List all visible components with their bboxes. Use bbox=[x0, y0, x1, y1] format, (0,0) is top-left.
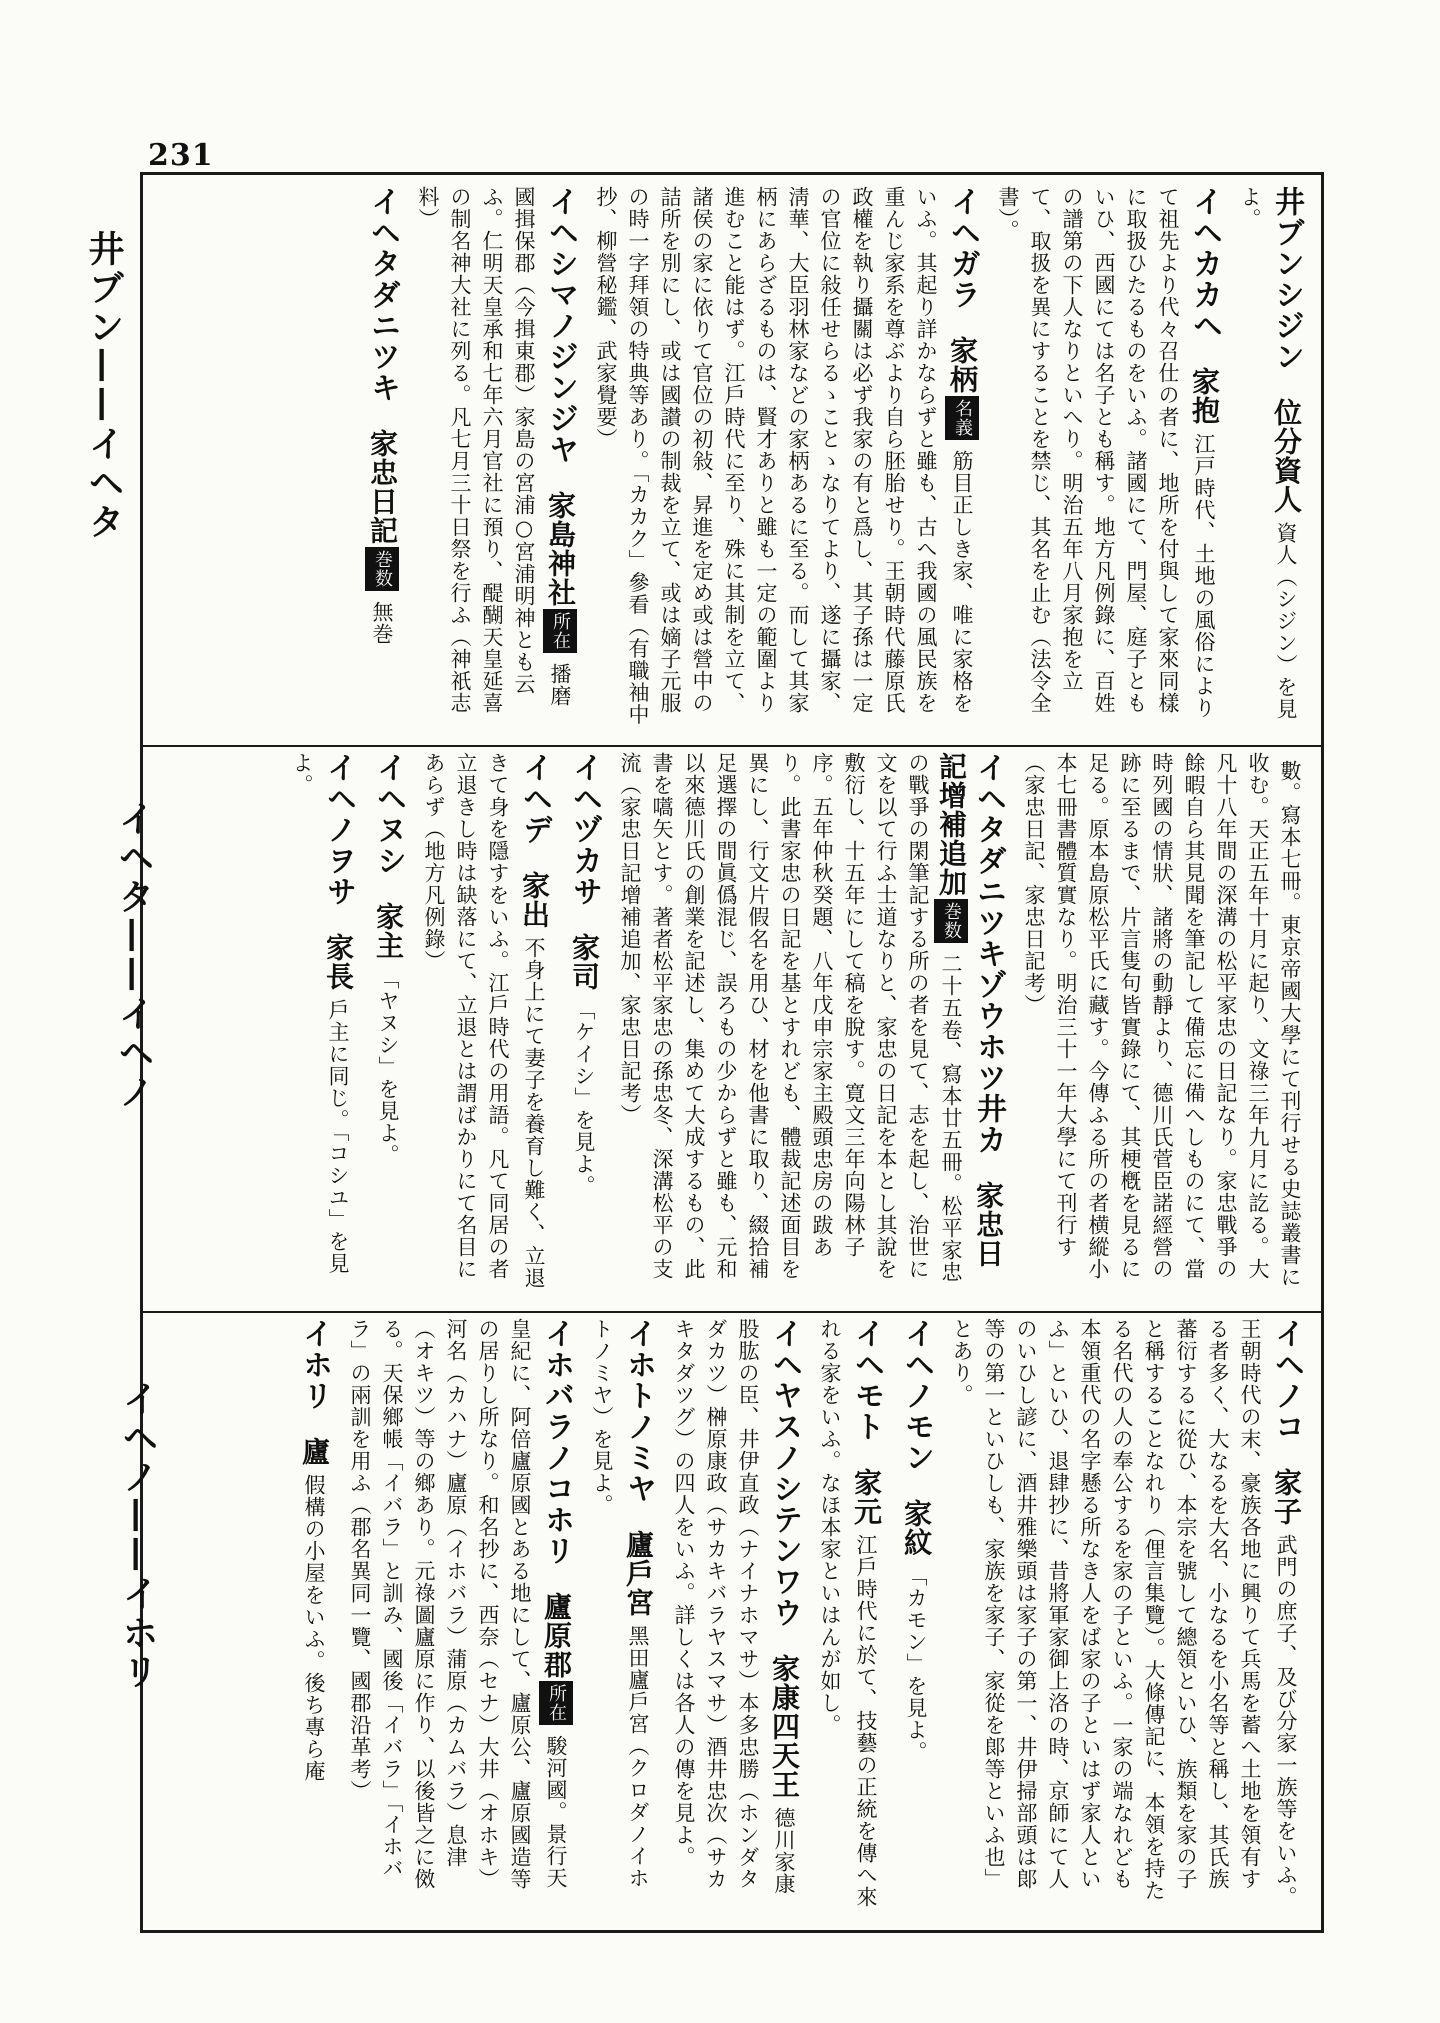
running-head: イヘノ——イホリ bbox=[117, 1380, 159, 1692]
running-head: イヘタ——イヘノ bbox=[113, 800, 155, 1112]
dictionary-entry bbox=[564, 752, 604, 1292]
entry-headword: イヘタダニツキ bbox=[365, 186, 400, 403]
entry-kanji: 廬 bbox=[298, 1437, 331, 1466]
entry-headword: イヘモト bbox=[849, 1318, 884, 1442]
entry-text: 駿河國。景行天皇紀に、阿倍廬原國とある地にして、廬原公、廬原國造等の居りし所なり。和名抄に、西奈（セナ）大井（オホキ）河名（カハナ）廬原（イホバラ）蒲原（カムバラ）息津（オキツ）等の鄉あり。元祿圖廬原に作り、以後皆之に傚る。天保鄉帳「イバラ」と訓み、國後「イバラ」「イホバラ」の兩訓を用ふ（郡名異同一覽、國郡沿革考） bbox=[348, 1318, 568, 1890]
entry-text: 播磨國揖保郡（今揖東郡）家島の宮浦○宮浦明神とも云ふ。仁明天皇承和七年六月官社に預り、醍醐天皇延喜の制名神大社に列る。凡七月三十日祭を行ふ（神祇志料） bbox=[416, 186, 572, 714]
entry-category-tag: 名義 bbox=[945, 396, 979, 440]
entry-text: 無巻 bbox=[370, 601, 394, 645]
dictionary-entry bbox=[362, 186, 402, 726]
tier-divider bbox=[143, 1311, 1321, 1313]
entry-kanji: 家元 bbox=[850, 1468, 883, 1526]
entry-text: 江戶時代に於て、技藝の正統を傳へ來れる家をいふ。なほ本家といはんが如し。 bbox=[818, 1318, 878, 1908]
entry-text: 「ヤヌシ」を見よ。 bbox=[376, 968, 400, 1166]
dictionary-entry bbox=[614, 752, 1008, 1292]
entry-text: 資人（シジン）を見よ。 bbox=[1238, 186, 1298, 720]
dictionary-entry bbox=[668, 1318, 804, 1908]
entry-headword: イホバラノコホリ bbox=[539, 1318, 574, 1566]
entry-category-tag: 所在 bbox=[539, 1681, 573, 1725]
dictionary-entry bbox=[586, 1318, 658, 1908]
running-head: 井ブン——イヘタ bbox=[83, 230, 125, 542]
entry-headword: 井ブンシジン bbox=[1269, 186, 1304, 372]
entry-kanji: 家子 bbox=[1270, 1468, 1303, 1526]
entry-headword: イヘノコ bbox=[1269, 1318, 1304, 1442]
entry-text: 「カモン」を見よ。 bbox=[904, 1565, 928, 1763]
entry-headword: イヘヅカサ bbox=[567, 752, 602, 907]
entry-text: 二十五卷、寫本廿五冊。松平家忠の戰爭の閑筆記する所の者を見て、志を起し、治世に文を以て行ふ士道なりと、家忠の日記を本とし其說を敷衍し、十五年にして稿を脫す。寛文三年向陽林子序。五年仲秋癸題、八年戊申宗家主殿頭忠房の跋あり。此書家忠の日記を基とすれども、體裁記述面目を異にし、行文片假名を用ひ、材を他書に取り、綴拾補足選擇の間眞僞混じ、誤ろもの少からずと雖も、元和以來德川氏の創業を記述し、集めて大成するもの、此書を嚆矢とす。著者松平家忠の孫忠冬、深溝松平の支流（家忠日記增補追加、家忠日記考） bbox=[618, 752, 963, 1283]
entry-category-tag: 所在 bbox=[543, 609, 577, 653]
dictionary-entry bbox=[294, 1318, 334, 1908]
dictionary-entry bbox=[590, 186, 982, 726]
dictionary-entry bbox=[1234, 186, 1306, 726]
entry-text: 數。寫本七冊。東京帝國大學にて刊行せる史誌叢書に收む。天正五年十月に起り、文祿三年九月に訖る。大凡十八年間の深溝の松平家忠の日記なり。家忠戰爭の餘暇自ら其見聞を筆記して備忘に備へしものにて、當時列國の情狀、諸將の動靜より、德川氏菅臣諾經營の跡に至るまで、片言隻句皆實錄にて、其梗槪を見るに足る。原本島原松平氏に藏す。今傳ふる所の者横縱小本七冊書體質實なり。明治三十一年大學にて刊行す（家忠日記、家忠日記考） bbox=[1022, 752, 1302, 1288]
entry-kanji: 家柄 bbox=[946, 336, 979, 394]
entry-text: 筋目正しき家、唯に家格をいふ。其起り詳かならずと雖も、古へ我國の風民族を重んじ家系を尊ぶより自ら胚胎せり。王朝時代藤原氏政權を執り攝關は必ず我家の有と爲し、其子孫は一定の官位に敍任せらるゝことゝなりてより、遂に攝家、淸華、大臣羽林家などの家柄あるに至る。而して其家柄にあらざるものは、賢才ありと雖も一定の範圍より進むこと能はず。江戶時代に至り、殊に其制を立て、諸侯の家に依りて官位の初敍、昇進を定め或は營中の詰所を別にし、或は國讃の制裁を立て、或は嫡子元服の時一字拜領の特典等あり。「カカク」參看（有職袖中抄、柳營秘鑑、武家覺要） bbox=[594, 186, 974, 726]
entry-text: 「ケイシ」を見よ。 bbox=[572, 999, 596, 1197]
entry-kanji: 家忠日記 bbox=[366, 429, 399, 545]
dictionary-entry bbox=[992, 186, 1224, 726]
entry-kanji: 家出 bbox=[518, 871, 551, 929]
entry-kanji: 家康四天王 bbox=[768, 1654, 801, 1799]
entry-category-tag: 巻数 bbox=[365, 547, 399, 591]
dictionary-entry bbox=[286, 752, 358, 1292]
entry-headword: イヘノヲサ bbox=[321, 752, 356, 907]
entry-headword: イヘヌシ bbox=[371, 752, 406, 876]
entry-headword: イヘガラ bbox=[945, 186, 980, 310]
dictionary-tier bbox=[160, 186, 1306, 726]
entry-kanji: 家長 bbox=[322, 933, 355, 991]
entry-headword: イホリ bbox=[297, 1318, 332, 1411]
entry-headword: イヘシマノジンジヤ bbox=[543, 186, 578, 465]
dictionary-entry bbox=[946, 1318, 1306, 1908]
dictionary-tier bbox=[160, 1318, 1306, 1908]
entry-headword: イヘデ bbox=[517, 752, 552, 845]
dictionary-entry bbox=[418, 752, 554, 1292]
entry-kanji: 家抱 bbox=[1188, 367, 1221, 425]
entry-text: 不身上にて妻子を養育し難く、立退きて身を隱すをいふ。江戶時代の用語。凡て同居の者立退きし時は缺落にて、立退とは謂ばかりにて名目にあらず（地方凡例錄） bbox=[422, 752, 546, 1289]
entry-category-tag: 巻数 bbox=[934, 899, 968, 943]
entry-text: 假構の小屋をいふ。後ち專ら庵 bbox=[302, 1474, 326, 1782]
entry-headword: イヘノモン bbox=[899, 1318, 934, 1473]
dictionary-entry bbox=[344, 1318, 576, 1908]
entry-text: 德川家康股肱の臣、井伊直政（ナイナホマサ）本多忠勝（ホンダタダカツ）榊原康政（サカキバラヤスマサ）酒井忠次（サカキタダツグ）の四人をいふ。詳しくは各人の傳を見よ。 bbox=[672, 1318, 796, 1895]
page-number: 231 bbox=[148, 138, 214, 173]
entry-text: 江戸時代、土地の風俗によりて祖先より代々召仕の者に、地所を付與して家來同樣に取扱ひたるものをいふ。諸國にて、門屋、庭子ともいひ、西國にては名子とも稱す。地方凡例錄に、百姓の譜第の下人なりといへり。明治五年八月家抱を立て、取扱を異にすることを禁じ、其名を止む（法令全書）。 bbox=[996, 186, 1216, 719]
dictionary-entry bbox=[368, 752, 408, 1292]
entry-headword: イヘヤスノシテンワウ bbox=[767, 1318, 802, 1628]
entry-kanji: 家主 bbox=[372, 902, 405, 960]
entry-text: 武門の庶子、及び分家一族等をいふ。王朝時代の末、豪族各地に興りて兵馬を蓄へ土地を領有する者多く、大なるを大名、小なるを小名等と稱し、其氏族蕃衍するに從ひ、本宗を號して總領といひ、族類を家の子と稱することなれり（俚言集覽）。大條傳記に、本領を持たる名代の人の奉公するを家の子といふ。一家の端なれども本領重代の名字懸る所なき人をば家の子といはず家人といふ」といひ、退肆抄に、昔將軍家御上洛の時、京師にて人のいひし諺に、酒井雅樂頭は家子の第一、井伊掃部頭は郞等の第一といひしも、家族を家子、家從を郞等といふ也」とあり。 bbox=[950, 1318, 1298, 1908]
entry-kanji: 家司 bbox=[568, 933, 601, 991]
entry-kanji: 位分資人 bbox=[1270, 398, 1303, 514]
dictionary-entry bbox=[412, 186, 580, 726]
tier-divider bbox=[143, 745, 1321, 747]
entry-kanji: 家忠日記增補追加 bbox=[935, 752, 1005, 1268]
entry-text: 黑田廬戶宮（クロダノイホトノミヤ）を見よ。 bbox=[590, 1318, 650, 1889]
entry-kanji: 家紋 bbox=[900, 1499, 933, 1557]
entry-kanji: 家島神社 bbox=[544, 491, 577, 607]
entry-kanji: 廬原郡 bbox=[540, 1592, 573, 1679]
dictionary-entry bbox=[1018, 752, 1306, 1292]
entry-text: 戶主に同じ。「コシユ」を見よ。 bbox=[290, 752, 350, 1275]
dictionary-tier bbox=[160, 752, 1306, 1292]
entry-headword: イヘカカヘ bbox=[1187, 186, 1222, 341]
dictionary-entry bbox=[896, 1318, 936, 1908]
entry-headword: イヘタダニツキゾウホツ井カ bbox=[971, 752, 1006, 1155]
entry-kanji: 廬戶宮 bbox=[622, 1530, 655, 1617]
dictionary-entry bbox=[814, 1318, 886, 1908]
entry-headword: イホトノミヤ bbox=[621, 1318, 656, 1504]
